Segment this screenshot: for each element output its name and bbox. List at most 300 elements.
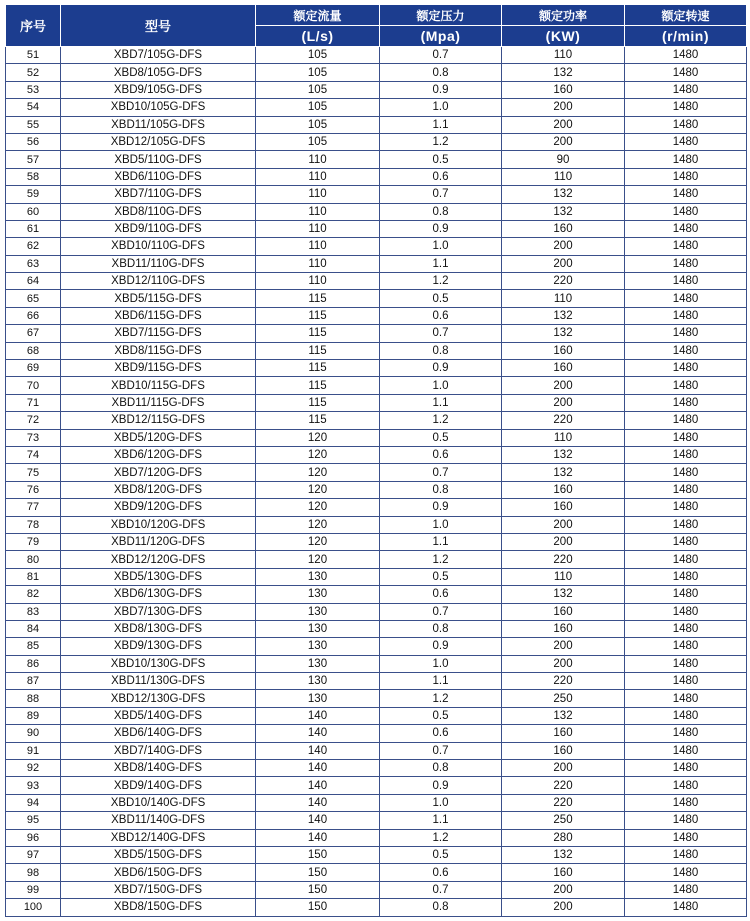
power-cell: 132 [502, 586, 625, 603]
table-row [6, 377, 747, 394]
seq-cell: 76 [6, 481, 61, 498]
pressure-cell: 0.7 [380, 325, 502, 342]
seq-cell: 68 [6, 342, 61, 359]
table-row [6, 725, 747, 742]
power-cell: 200 [502, 881, 625, 898]
flow-cell: 105 [256, 99, 380, 116]
speed-cell: 1480 [625, 707, 747, 724]
flow-cell: 140 [256, 725, 380, 742]
model-cell: XBD8/120G-DFS [61, 481, 256, 498]
header-power: 额定功率 [502, 5, 625, 26]
pressure-cell: 0.8 [380, 481, 502, 498]
flow-cell: 110 [256, 168, 380, 185]
model-cell: XBD12/140G-DFS [61, 829, 256, 846]
pressure-cell: 1.1 [380, 255, 502, 272]
flow-cell: 140 [256, 777, 380, 794]
power-cell: 200 [502, 638, 625, 655]
pressure-cell: 0.5 [380, 290, 502, 307]
power-cell: 200 [502, 99, 625, 116]
seq-cell: 60 [6, 203, 61, 220]
power-cell: 160 [502, 725, 625, 742]
seq-cell: 96 [6, 829, 61, 846]
header-flow: 额定流量 [256, 5, 380, 26]
power-cell: 160 [502, 742, 625, 759]
table-row [6, 846, 747, 863]
speed-cell: 1480 [625, 812, 747, 829]
pressure-cell: 1.2 [380, 133, 502, 150]
seq-cell: 80 [6, 551, 61, 568]
power-cell: 200 [502, 377, 625, 394]
power-cell: 132 [502, 446, 625, 463]
table-row [6, 360, 747, 377]
speed-cell: 1480 [625, 533, 747, 550]
power-cell: 250 [502, 690, 625, 707]
flow-cell: 110 [256, 203, 380, 220]
header-pressure: 额定压力 [380, 5, 502, 26]
table-row [6, 673, 747, 690]
seq-cell: 94 [6, 794, 61, 811]
power-cell: 250 [502, 812, 625, 829]
pressure-cell: 1.1 [380, 116, 502, 133]
seq-cell: 56 [6, 133, 61, 150]
model-cell: XBD8/110G-DFS [61, 203, 256, 220]
seq-cell: 85 [6, 638, 61, 655]
model-cell: XBD10/110G-DFS [61, 238, 256, 255]
model-cell: XBD9/120G-DFS [61, 499, 256, 516]
table-row [6, 99, 747, 116]
flow-cell: 110 [256, 220, 380, 237]
pressure-cell: 0.6 [380, 864, 502, 881]
seq-cell: 64 [6, 273, 61, 290]
speed-cell: 1480 [625, 99, 747, 116]
seq-cell: 87 [6, 673, 61, 690]
seq-cell: 79 [6, 533, 61, 550]
speed-cell: 1480 [625, 307, 747, 324]
flow-cell: 150 [256, 846, 380, 863]
table-row [6, 273, 747, 290]
speed-cell: 1480 [625, 673, 747, 690]
flow-cell: 130 [256, 655, 380, 672]
seq-cell: 62 [6, 238, 61, 255]
seq-cell: 55 [6, 116, 61, 133]
model-cell: XBD6/110G-DFS [61, 168, 256, 185]
seq-cell: 58 [6, 168, 61, 185]
table-row [6, 116, 747, 133]
model-cell: XBD10/120G-DFS [61, 516, 256, 533]
flow-cell: 115 [256, 325, 380, 342]
table-row [6, 742, 747, 759]
pressure-cell: 0.5 [380, 429, 502, 446]
pressure-cell: 0.5 [380, 846, 502, 863]
power-cell: 220 [502, 412, 625, 429]
speed-cell: 1480 [625, 64, 747, 81]
table-row [6, 864, 747, 881]
flow-cell: 120 [256, 429, 380, 446]
table-row [6, 533, 747, 550]
table-row [6, 516, 747, 533]
seq-cell: 52 [6, 64, 61, 81]
flow-cell: 120 [256, 499, 380, 516]
model-cell: XBD8/115G-DFS [61, 342, 256, 359]
power-cell: 132 [502, 203, 625, 220]
model-cell: XBD7/105G-DFS [61, 47, 256, 64]
model-cell: XBD5/120G-DFS [61, 429, 256, 446]
pressure-cell: 1.0 [380, 238, 502, 255]
speed-cell: 1480 [625, 620, 747, 637]
speed-cell: 1480 [625, 220, 747, 237]
header-model: 型号 [61, 5, 256, 47]
flow-cell: 120 [256, 464, 380, 481]
seq-cell: 89 [6, 707, 61, 724]
model-cell: XBD12/120G-DFS [61, 551, 256, 568]
table-row [6, 47, 747, 64]
speed-cell: 1480 [625, 342, 747, 359]
speed-cell: 1480 [625, 551, 747, 568]
speed-cell: 1480 [625, 412, 747, 429]
model-cell: XBD10/105G-DFS [61, 99, 256, 116]
flow-cell: 115 [256, 290, 380, 307]
seq-cell: 100 [6, 899, 61, 916]
table-row [6, 690, 747, 707]
pressure-cell: 0.5 [380, 707, 502, 724]
pressure-cell: 1.1 [380, 533, 502, 550]
speed-cell: 1480 [625, 881, 747, 898]
pressure-cell: 0.6 [380, 725, 502, 742]
pressure-cell: 0.7 [380, 464, 502, 481]
power-cell: 110 [502, 568, 625, 585]
speed-cell: 1480 [625, 846, 747, 863]
pressure-cell: 0.9 [380, 220, 502, 237]
pressure-cell: 0.6 [380, 586, 502, 603]
speed-cell: 1480 [625, 151, 747, 168]
flow-cell: 110 [256, 238, 380, 255]
table-row [6, 186, 747, 203]
seq-cell: 82 [6, 586, 61, 603]
flow-cell: 120 [256, 551, 380, 568]
power-cell: 220 [502, 551, 625, 568]
pressure-cell: 0.7 [380, 881, 502, 898]
seq-cell: 77 [6, 499, 61, 516]
pressure-cell: 0.9 [380, 777, 502, 794]
flow-cell: 140 [256, 742, 380, 759]
model-cell: XBD6/150G-DFS [61, 864, 256, 881]
power-cell: 220 [502, 794, 625, 811]
speed-cell: 1480 [625, 864, 747, 881]
speed-cell: 1480 [625, 168, 747, 185]
power-cell: 200 [502, 255, 625, 272]
speed-cell: 1480 [625, 377, 747, 394]
model-cell: XBD11/105G-DFS [61, 116, 256, 133]
pump-spec-table [5, 4, 747, 917]
pressure-cell: 1.0 [380, 377, 502, 394]
flow-cell: 130 [256, 638, 380, 655]
speed-cell: 1480 [625, 725, 747, 742]
seq-cell: 91 [6, 742, 61, 759]
model-cell: XBD8/105G-DFS [61, 64, 256, 81]
model-cell: XBD9/130G-DFS [61, 638, 256, 655]
power-cell: 160 [502, 360, 625, 377]
power-cell: 110 [502, 168, 625, 185]
pressure-cell: 1.0 [380, 99, 502, 116]
power-cell: 160 [502, 481, 625, 498]
speed-cell: 1480 [625, 655, 747, 672]
table-row [6, 655, 747, 672]
speed-cell: 1480 [625, 116, 747, 133]
seq-cell: 92 [6, 760, 61, 777]
model-cell: XBD9/115G-DFS [61, 360, 256, 377]
model-cell: XBD9/140G-DFS [61, 777, 256, 794]
model-cell: XBD8/150G-DFS [61, 899, 256, 916]
model-cell: XBD12/110G-DFS [61, 273, 256, 290]
table-row [6, 446, 747, 463]
flow-cell: 120 [256, 481, 380, 498]
table-row [6, 568, 747, 585]
seq-cell: 93 [6, 777, 61, 794]
speed-cell: 1480 [625, 360, 747, 377]
seq-cell: 51 [6, 47, 61, 64]
header-pressure-unit: (Mpa) [380, 26, 502, 47]
flow-cell: 105 [256, 64, 380, 81]
seq-cell: 88 [6, 690, 61, 707]
header-flow-unit: (L/s) [256, 26, 380, 47]
model-cell: XBD5/150G-DFS [61, 846, 256, 863]
flow-cell: 120 [256, 516, 380, 533]
flow-cell: 105 [256, 116, 380, 133]
power-cell: 160 [502, 864, 625, 881]
seq-cell: 73 [6, 429, 61, 446]
model-cell: XBD7/140G-DFS [61, 742, 256, 759]
seq-cell: 99 [6, 881, 61, 898]
power-cell: 160 [502, 220, 625, 237]
table-row [6, 133, 747, 150]
speed-cell: 1480 [625, 133, 747, 150]
pressure-cell: 0.6 [380, 168, 502, 185]
power-cell: 132 [502, 846, 625, 863]
pressure-cell: 0.6 [380, 446, 502, 463]
speed-cell: 1480 [625, 238, 747, 255]
pressure-cell: 1.1 [380, 812, 502, 829]
power-cell: 160 [502, 499, 625, 516]
seq-cell: 65 [6, 290, 61, 307]
header-seq: 序号 [6, 5, 61, 47]
table-row [6, 64, 747, 81]
speed-cell: 1480 [625, 499, 747, 516]
seq-cell: 72 [6, 412, 61, 429]
model-cell: XBD11/110G-DFS [61, 255, 256, 272]
pressure-cell: 0.9 [380, 81, 502, 98]
speed-cell: 1480 [625, 603, 747, 620]
seq-cell: 95 [6, 812, 61, 829]
pressure-cell: 0.7 [380, 47, 502, 64]
pressure-cell: 1.2 [380, 412, 502, 429]
model-cell: XBD7/115G-DFS [61, 325, 256, 342]
model-cell: XBD5/110G-DFS [61, 151, 256, 168]
pressure-cell: 1.1 [380, 673, 502, 690]
speed-cell: 1480 [625, 777, 747, 794]
flow-cell: 130 [256, 568, 380, 585]
model-cell: XBD5/140G-DFS [61, 707, 256, 724]
table-row [6, 881, 747, 898]
table-row [6, 325, 747, 342]
power-cell: 132 [502, 707, 625, 724]
pressure-cell: 0.9 [380, 360, 502, 377]
speed-cell: 1480 [625, 586, 747, 603]
table-row [6, 794, 747, 811]
table-row [6, 412, 747, 429]
seq-cell: 61 [6, 220, 61, 237]
pressure-cell: 1.2 [380, 273, 502, 290]
flow-cell: 130 [256, 620, 380, 637]
seq-cell: 83 [6, 603, 61, 620]
flow-cell: 115 [256, 360, 380, 377]
table-body [6, 47, 747, 917]
seq-cell: 97 [6, 846, 61, 863]
speed-cell: 1480 [625, 568, 747, 585]
speed-cell: 1480 [625, 516, 747, 533]
model-cell: XBD8/130G-DFS [61, 620, 256, 637]
model-cell: XBD6/115G-DFS [61, 307, 256, 324]
flow-cell: 130 [256, 690, 380, 707]
model-cell: XBD11/115G-DFS [61, 394, 256, 411]
model-cell: XBD6/130G-DFS [61, 586, 256, 603]
speed-cell: 1480 [625, 81, 747, 98]
model-cell: XBD12/105G-DFS [61, 133, 256, 150]
power-cell: 160 [502, 342, 625, 359]
speed-cell: 1480 [625, 446, 747, 463]
flow-cell: 105 [256, 81, 380, 98]
pressure-cell: 1.0 [380, 794, 502, 811]
seq-cell: 90 [6, 725, 61, 742]
flow-cell: 105 [256, 47, 380, 64]
seq-cell: 71 [6, 394, 61, 411]
model-cell: XBD7/150G-DFS [61, 881, 256, 898]
speed-cell: 1480 [625, 47, 747, 64]
power-cell: 200 [502, 133, 625, 150]
power-cell: 220 [502, 673, 625, 690]
power-cell: 132 [502, 307, 625, 324]
model-cell: XBD11/130G-DFS [61, 673, 256, 690]
table-row [6, 829, 747, 846]
power-cell: 160 [502, 620, 625, 637]
power-cell: 200 [502, 760, 625, 777]
pressure-cell: 0.6 [380, 307, 502, 324]
flow-cell: 140 [256, 760, 380, 777]
model-cell: XBD6/140G-DFS [61, 725, 256, 742]
power-cell: 280 [502, 829, 625, 846]
model-cell: XBD9/105G-DFS [61, 81, 256, 98]
power-cell: 200 [502, 394, 625, 411]
table-row [6, 255, 747, 272]
power-cell: 160 [502, 81, 625, 98]
speed-cell: 1480 [625, 429, 747, 446]
seq-cell: 69 [6, 360, 61, 377]
model-cell: XBD7/110G-DFS [61, 186, 256, 203]
power-cell: 110 [502, 429, 625, 446]
table-row [6, 551, 747, 568]
seq-cell: 66 [6, 307, 61, 324]
seq-cell: 86 [6, 655, 61, 672]
pressure-cell: 0.5 [380, 151, 502, 168]
flow-cell: 115 [256, 307, 380, 324]
pressure-cell: 0.8 [380, 620, 502, 637]
table-row [6, 290, 747, 307]
model-cell: XBD6/120G-DFS [61, 446, 256, 463]
model-cell: XBD9/110G-DFS [61, 220, 256, 237]
pressure-cell: 0.7 [380, 742, 502, 759]
pressure-cell: 0.7 [380, 186, 502, 203]
model-cell: XBD11/120G-DFS [61, 533, 256, 550]
speed-cell: 1480 [625, 481, 747, 498]
flow-cell: 110 [256, 273, 380, 290]
model-cell: XBD10/130G-DFS [61, 655, 256, 672]
power-cell: 160 [502, 603, 625, 620]
power-cell: 220 [502, 273, 625, 290]
pressure-cell: 0.7 [380, 603, 502, 620]
flow-cell: 120 [256, 446, 380, 463]
flow-cell: 140 [256, 794, 380, 811]
table-row [6, 481, 747, 498]
pressure-cell: 0.9 [380, 499, 502, 516]
speed-cell: 1480 [625, 794, 747, 811]
seq-cell: 84 [6, 620, 61, 637]
table-row [6, 168, 747, 185]
flow-cell: 140 [256, 812, 380, 829]
seq-cell: 75 [6, 464, 61, 481]
power-cell: 110 [502, 290, 625, 307]
speed-cell: 1480 [625, 255, 747, 272]
flow-cell: 150 [256, 881, 380, 898]
pressure-cell: 1.0 [380, 516, 502, 533]
model-cell: XBD5/115G-DFS [61, 290, 256, 307]
power-cell: 200 [502, 238, 625, 255]
table-row [6, 307, 747, 324]
table-row [6, 760, 747, 777]
model-cell: XBD8/140G-DFS [61, 760, 256, 777]
flow-cell: 115 [256, 377, 380, 394]
table-row [6, 777, 747, 794]
spec-table-container [5, 4, 746, 917]
seq-cell: 67 [6, 325, 61, 342]
model-cell: XBD10/115G-DFS [61, 377, 256, 394]
seq-cell: 81 [6, 568, 61, 585]
table-row [6, 638, 747, 655]
seq-cell: 70 [6, 377, 61, 394]
model-cell: XBD12/115G-DFS [61, 412, 256, 429]
pressure-cell: 0.8 [380, 203, 502, 220]
table-row [6, 429, 747, 446]
pressure-cell: 1.2 [380, 551, 502, 568]
seq-cell: 53 [6, 81, 61, 98]
seq-cell: 54 [6, 99, 61, 116]
speed-cell: 1480 [625, 760, 747, 777]
flow-cell: 110 [256, 255, 380, 272]
table-row [6, 151, 747, 168]
model-cell: XBD7/120G-DFS [61, 464, 256, 481]
power-cell: 132 [502, 325, 625, 342]
speed-cell: 1480 [625, 290, 747, 307]
pressure-cell: 1.1 [380, 394, 502, 411]
header-speed-unit: (r/min) [625, 26, 747, 47]
table-row [6, 586, 747, 603]
flow-cell: 130 [256, 673, 380, 690]
table-row [6, 499, 747, 516]
table-row [6, 812, 747, 829]
model-cell: XBD12/130G-DFS [61, 690, 256, 707]
pressure-cell: 0.8 [380, 342, 502, 359]
speed-cell: 1480 [625, 203, 747, 220]
model-cell: XBD5/130G-DFS [61, 568, 256, 585]
pressure-cell: 0.8 [380, 760, 502, 777]
